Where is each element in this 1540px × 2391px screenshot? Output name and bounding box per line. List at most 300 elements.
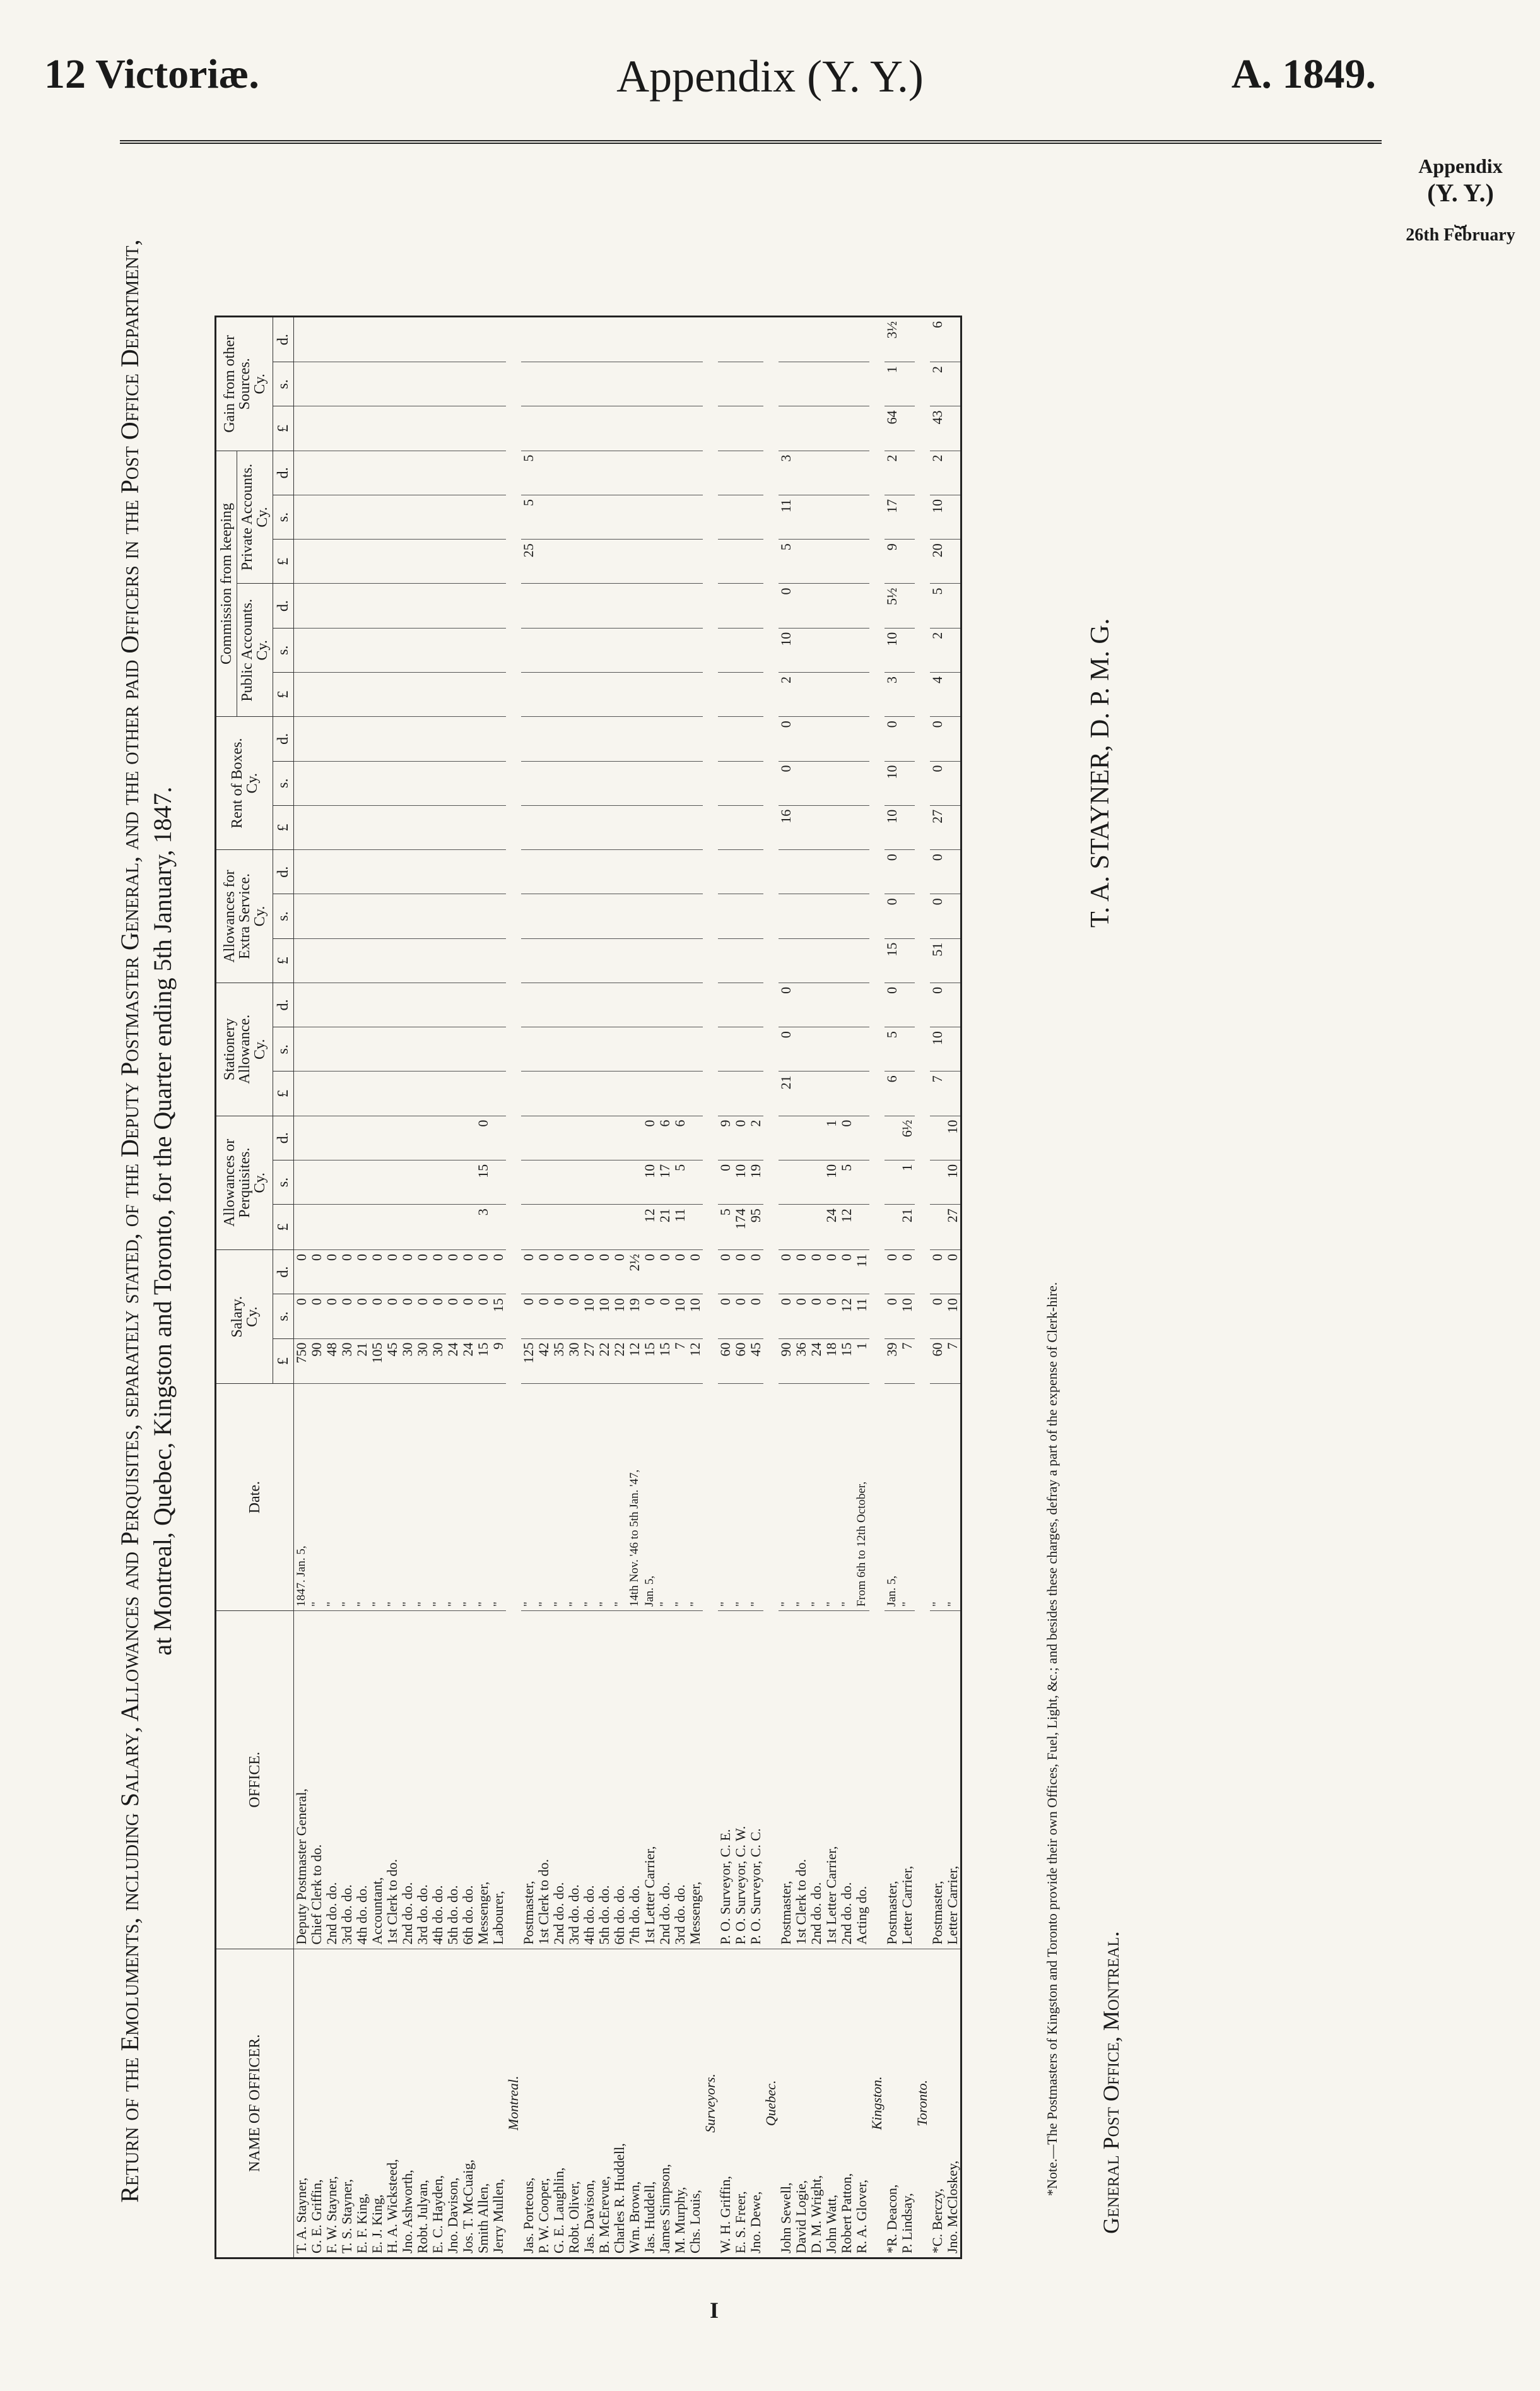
pub-cell <box>521 584 536 628</box>
office-cell: 2nd do. do. <box>839 1610 854 1949</box>
sal-cell: 0 <box>445 1294 461 1338</box>
extra-cell <box>627 850 642 894</box>
pub-cell <box>854 673 869 717</box>
allow-cell <box>445 1160 461 1204</box>
section-row <box>703 317 718 2258</box>
pub-cell <box>809 673 824 717</box>
unit-d: d. <box>273 983 294 1027</box>
allow-cell: 6 <box>657 1116 673 1160</box>
pub-cell <box>900 673 915 717</box>
sal-cell: 0 <box>309 1294 324 1338</box>
extra-cell <box>309 850 324 894</box>
stat-cell <box>748 1072 763 1116</box>
pub-cell: 10 <box>885 628 900 672</box>
extra-cell <box>748 894 763 938</box>
pub-cell <box>294 628 310 672</box>
sal-cell: 0 <box>536 1294 551 1338</box>
box-cell <box>824 805 839 849</box>
allow-cell: 17 <box>657 1160 673 1204</box>
extra-cell <box>521 850 536 894</box>
allow-cell <box>597 1116 612 1160</box>
gain-cell <box>627 317 642 362</box>
box-cell <box>945 761 961 805</box>
pub-cell <box>597 673 612 717</box>
box-cell <box>688 717 703 761</box>
stat-cell <box>567 1027 582 1072</box>
priv-cell <box>400 495 415 539</box>
table-row <box>445 317 461 2258</box>
date-cell: " <box>491 1384 506 1611</box>
gain-cell <box>324 362 339 406</box>
pub-cell <box>536 628 551 672</box>
table-row <box>309 317 324 2258</box>
extra-cell <box>400 938 415 983</box>
pub-cell <box>491 584 506 628</box>
pub-cell <box>582 584 597 628</box>
pub-cell <box>370 628 385 672</box>
box-cell <box>627 717 642 761</box>
extra-cell <box>491 894 506 938</box>
stat-cell <box>370 1027 385 1072</box>
extra-cell: 0 <box>930 894 945 938</box>
stat-cell <box>900 1072 915 1116</box>
extra-cell <box>309 894 324 938</box>
allow-cell <box>294 1160 310 1204</box>
pub-cell <box>385 584 400 628</box>
officer-name: Robt. Oliver, <box>567 1949 582 2258</box>
extra-cell <box>339 850 355 894</box>
gain-cell <box>385 317 400 362</box>
pub-cell <box>839 628 854 672</box>
col-date: Date. <box>216 1384 294 1611</box>
col-boxes: Rent of Boxes. Cy. <box>216 717 273 850</box>
box-cell <box>294 717 310 761</box>
stat-cell <box>491 1027 506 1072</box>
allow-cell <box>339 1116 355 1160</box>
box-cell <box>476 761 491 805</box>
gain-cell <box>839 362 854 406</box>
gain-cell <box>597 362 612 406</box>
sal-cell: 21 <box>355 1338 370 1384</box>
stat-cell: 10 <box>930 1027 945 1072</box>
priv-cell <box>461 495 476 539</box>
extra-cell <box>839 938 854 983</box>
extra-cell <box>597 850 612 894</box>
pub-cell <box>733 673 748 717</box>
box-cell <box>339 717 355 761</box>
allow-cell: 24 <box>824 1205 839 1250</box>
table-row <box>551 317 567 2258</box>
pub-cell <box>945 673 961 717</box>
stat-cell <box>476 1072 491 1116</box>
extra-cell <box>718 850 733 894</box>
stat-cell <box>900 1027 915 1072</box>
extra-cell <box>491 938 506 983</box>
allow-cell <box>370 1116 385 1160</box>
unit-s: s. <box>273 628 294 672</box>
priv-cell <box>370 451 385 495</box>
box-cell <box>400 805 415 849</box>
box-cell <box>551 805 567 849</box>
gain-cell <box>294 317 310 362</box>
table-row <box>536 317 551 2258</box>
gain-cell <box>854 362 869 406</box>
sal-cell: 24 <box>809 1338 824 1384</box>
officer-name: E. J. King, <box>370 1949 385 2258</box>
extra-cell <box>324 894 339 938</box>
stat-cell: 6 <box>885 1072 900 1116</box>
extra-cell <box>657 894 673 938</box>
pub-cell <box>582 628 597 672</box>
priv-cell <box>718 451 733 495</box>
section-label: Kingston. <box>869 1949 885 2258</box>
box-cell <box>748 805 763 849</box>
pub-cell <box>476 628 491 672</box>
date-cell: From 6th to 12th October, <box>854 1384 869 1611</box>
officer-name: D. M. Wright, <box>809 1949 824 2258</box>
extra-cell <box>476 850 491 894</box>
gain-cell <box>779 406 794 451</box>
office-cell: Messenger, <box>688 1610 703 1949</box>
extra-cell <box>536 850 551 894</box>
priv-cell <box>642 495 657 539</box>
sal-cell: 0 <box>430 1294 445 1338</box>
extra-cell <box>779 894 794 938</box>
stat-cell <box>824 1027 839 1072</box>
sal-cell: 0 <box>885 1294 900 1338</box>
date-cell: " <box>445 1384 461 1611</box>
stat-cell <box>627 1072 642 1116</box>
gain-cell <box>824 362 839 406</box>
box-cell <box>415 761 430 805</box>
priv-cell <box>294 451 310 495</box>
box-cell: 10 <box>885 805 900 849</box>
allow-cell: 5 <box>718 1205 733 1250</box>
allow-cell <box>385 1160 400 1204</box>
allow-cell <box>885 1160 900 1204</box>
sal-cell: 0 <box>324 1250 339 1294</box>
sal-cell: 0 <box>809 1250 824 1294</box>
officer-name: John Watt, <box>824 1949 839 2258</box>
stat-cell <box>415 1027 430 1072</box>
extra-cell <box>627 894 642 938</box>
pub-cell <box>536 584 551 628</box>
extra-cell <box>688 850 703 894</box>
stat-cell <box>748 1027 763 1072</box>
box-cell <box>839 805 854 849</box>
stat-cell <box>612 1072 627 1116</box>
table-row <box>885 317 900 2258</box>
office-cell: 2nd do. do. <box>400 1610 415 1949</box>
priv-cell <box>355 540 370 584</box>
box-cell <box>430 761 445 805</box>
sal-cell: 0 <box>370 1294 385 1338</box>
sal-cell: 15 <box>491 1294 506 1338</box>
box-cell <box>521 717 536 761</box>
stat-cell <box>900 983 915 1027</box>
sal-cell: 0 <box>355 1250 370 1294</box>
box-cell <box>657 805 673 849</box>
pub-cell <box>324 628 339 672</box>
extra-cell <box>688 894 703 938</box>
box-cell <box>657 717 673 761</box>
pub-cell <box>445 673 461 717</box>
date-cell: Jan. 5, <box>885 1384 900 1611</box>
stat-cell <box>294 1027 310 1072</box>
gain-cell <box>294 362 310 406</box>
extra-cell <box>355 850 370 894</box>
pub-cell <box>688 584 703 628</box>
priv-cell <box>718 540 733 584</box>
pub-cell <box>551 673 567 717</box>
extra-cell <box>779 938 794 983</box>
gain-cell <box>733 406 748 451</box>
priv-cell: 5 <box>521 451 536 495</box>
extra-cell <box>324 850 339 894</box>
stat-cell <box>612 1027 627 1072</box>
pub-cell <box>385 673 400 717</box>
allow-cell <box>582 1160 597 1204</box>
stat-cell <box>748 983 763 1027</box>
date-cell: " <box>612 1384 627 1611</box>
stat-cell <box>294 983 310 1027</box>
rotated-return <box>114 170 1375 2272</box>
sal-cell: 11 <box>854 1250 869 1294</box>
box-cell <box>461 717 476 761</box>
box-cell <box>794 761 809 805</box>
sal-cell: 0 <box>824 1250 839 1294</box>
sal-cell: 0 <box>400 1250 415 1294</box>
box-cell <box>461 761 476 805</box>
stat-cell <box>309 1072 324 1116</box>
priv-cell <box>809 451 824 495</box>
priv-cell <box>491 451 506 495</box>
allow-cell <box>930 1205 945 1250</box>
unit-s: s. <box>273 761 294 805</box>
stat-cell <box>385 1072 400 1116</box>
stat-cell <box>400 983 415 1027</box>
allow-cell: 19 <box>748 1160 763 1204</box>
sal-cell: 0 <box>445 1250 461 1294</box>
allow-cell <box>415 1160 430 1204</box>
table-row <box>657 317 673 2258</box>
sal-cell: 0 <box>385 1294 400 1338</box>
extra-cell <box>824 894 839 938</box>
table-row <box>794 317 809 2258</box>
unit-l: £ <box>273 406 294 451</box>
box-cell <box>567 805 582 849</box>
priv-cell <box>309 540 324 584</box>
priv-cell <box>385 495 400 539</box>
sal-cell: 0 <box>900 1250 915 1294</box>
gain-cell <box>521 362 536 406</box>
allow-cell <box>597 1205 612 1250</box>
pub-cell <box>551 584 567 628</box>
stat-cell <box>718 1027 733 1072</box>
box-cell <box>385 717 400 761</box>
priv-cell <box>748 495 763 539</box>
pub-cell <box>794 628 809 672</box>
box-cell <box>294 761 310 805</box>
officer-name: Jas. Huddell, <box>642 1949 657 2258</box>
office-cell: 6th do. do. <box>461 1610 476 1949</box>
gain-cell <box>794 406 809 451</box>
box-cell: 16 <box>779 805 794 849</box>
office-cell: Letter Carrier, <box>945 1610 961 1949</box>
sal-cell: 0 <box>657 1294 673 1338</box>
box-cell <box>900 805 915 849</box>
sal-cell: 0 <box>551 1250 567 1294</box>
extra-cell <box>824 938 839 983</box>
priv-cell <box>854 495 869 539</box>
priv-cell <box>612 451 627 495</box>
officer-name: Jas. Davison, <box>582 1949 597 2258</box>
stat-cell <box>430 1027 445 1072</box>
box-cell <box>839 717 854 761</box>
extra-cell <box>476 938 491 983</box>
pub-cell <box>400 584 415 628</box>
unit-d: d. <box>273 451 294 495</box>
sal-cell: 0 <box>885 1250 900 1294</box>
sal-cell: 0 <box>733 1294 748 1338</box>
allow-cell <box>794 1116 809 1160</box>
stat-cell <box>688 1027 703 1072</box>
date-cell: " <box>900 1384 915 1611</box>
stat-cell <box>809 1072 824 1116</box>
sal-cell: 0 <box>930 1250 945 1294</box>
allow-cell <box>491 1116 506 1160</box>
box-cell <box>551 717 567 761</box>
priv-cell <box>748 451 763 495</box>
pub-cell <box>324 584 339 628</box>
gain-cell <box>688 406 703 451</box>
priv-cell <box>612 495 627 539</box>
stat-cell <box>445 1027 461 1072</box>
sal-cell: 30 <box>567 1338 582 1384</box>
sal-cell: 9 <box>491 1338 506 1384</box>
box-cell <box>491 717 506 761</box>
office-cell: 2nd do. do. <box>657 1610 673 1949</box>
sal-cell: 0 <box>945 1250 961 1294</box>
priv-cell <box>415 495 430 539</box>
extra-cell <box>839 850 854 894</box>
col-commission: Commission from keeping <box>216 451 237 717</box>
office-cell: Messenger, <box>476 1610 491 1949</box>
section-row <box>763 317 779 2258</box>
gain-cell <box>839 406 854 451</box>
gain-cell <box>385 406 400 451</box>
allow-cell <box>445 1205 461 1250</box>
extra-cell <box>824 850 839 894</box>
priv-cell: 5 <box>521 495 536 539</box>
extra-cell <box>945 850 961 894</box>
allow-cell: 0 <box>642 1116 657 1160</box>
office-cell: Postmaster, <box>930 1610 945 1949</box>
date-cell: " <box>339 1384 355 1611</box>
officer-name: Robert Patton, <box>839 1949 854 2258</box>
gain-cell <box>794 317 809 362</box>
sal-cell: 10 <box>612 1294 627 1338</box>
office-cell: P. O. Surveyor, C. W. <box>733 1610 748 1949</box>
priv-cell <box>536 451 551 495</box>
pub-cell <box>839 584 854 628</box>
stat-cell: 21 <box>779 1072 794 1116</box>
extra-cell <box>642 850 657 894</box>
stat-cell <box>582 983 597 1027</box>
extra-cell <box>748 938 763 983</box>
table-row <box>324 317 339 2258</box>
extra-cell <box>430 894 445 938</box>
gain-cell <box>945 362 961 406</box>
pub-cell <box>794 584 809 628</box>
box-cell <box>536 805 551 849</box>
priv-cell <box>309 451 324 495</box>
allow-cell <box>355 1116 370 1160</box>
officer-name: Jno. Davison, <box>445 1949 461 2258</box>
priv-cell <box>657 495 673 539</box>
pub-cell <box>461 584 476 628</box>
appendix-title: Appendix (Y. Y.) <box>616 51 924 102</box>
allow-cell <box>854 1160 869 1204</box>
table-row <box>294 317 310 2258</box>
allow-cell <box>415 1205 430 1250</box>
extra-cell <box>718 894 733 938</box>
gain-cell <box>567 362 582 406</box>
gain-cell <box>339 317 355 362</box>
pub-cell <box>794 673 809 717</box>
extra-cell <box>733 894 748 938</box>
extra-cell <box>854 894 869 938</box>
extra-cell <box>642 894 657 938</box>
col-public: Public Accounts. Cy. <box>237 584 273 717</box>
return-title-line2: at Montreal, Quebec, Kingston and Toronto, for the Quarter ending 5th January, 1847. <box>148 786 177 1656</box>
allow-cell: 12 <box>642 1205 657 1250</box>
officer-name: E. S. Freer, <box>733 1949 748 2258</box>
table-row <box>370 317 385 2258</box>
gain-cell <box>673 406 688 451</box>
priv-cell <box>582 540 597 584</box>
section-row <box>915 317 930 2258</box>
allow-cell: 15 <box>476 1160 491 1204</box>
sal-cell: 0 <box>582 1250 597 1294</box>
priv-cell <box>536 495 551 539</box>
box-cell <box>521 761 536 805</box>
gain-cell <box>430 362 445 406</box>
extra-cell <box>673 938 688 983</box>
box-cell <box>627 805 642 849</box>
sal-cell: 0 <box>355 1294 370 1338</box>
gain-cell <box>612 317 627 362</box>
extra-cell <box>612 938 627 983</box>
officer-name: Robt. Julyan, <box>415 1949 430 2258</box>
gain-cell <box>779 362 794 406</box>
unit-l: £ <box>273 673 294 717</box>
page-header <box>0 44 1540 114</box>
officer-name: H. A. Wicksteed, <box>385 1949 400 2258</box>
sal-cell: 0 <box>597 1250 612 1294</box>
priv-cell <box>945 540 961 584</box>
box-cell <box>400 717 415 761</box>
pub-cell <box>642 628 657 672</box>
pub-cell <box>309 628 324 672</box>
officer-name: Jas. Porteous, <box>521 1949 536 2258</box>
priv-cell <box>627 451 642 495</box>
extra-cell <box>370 850 385 894</box>
table-row <box>748 317 763 2258</box>
pub-cell <box>642 584 657 628</box>
extra-cell <box>415 938 430 983</box>
gain-cell <box>355 317 370 362</box>
